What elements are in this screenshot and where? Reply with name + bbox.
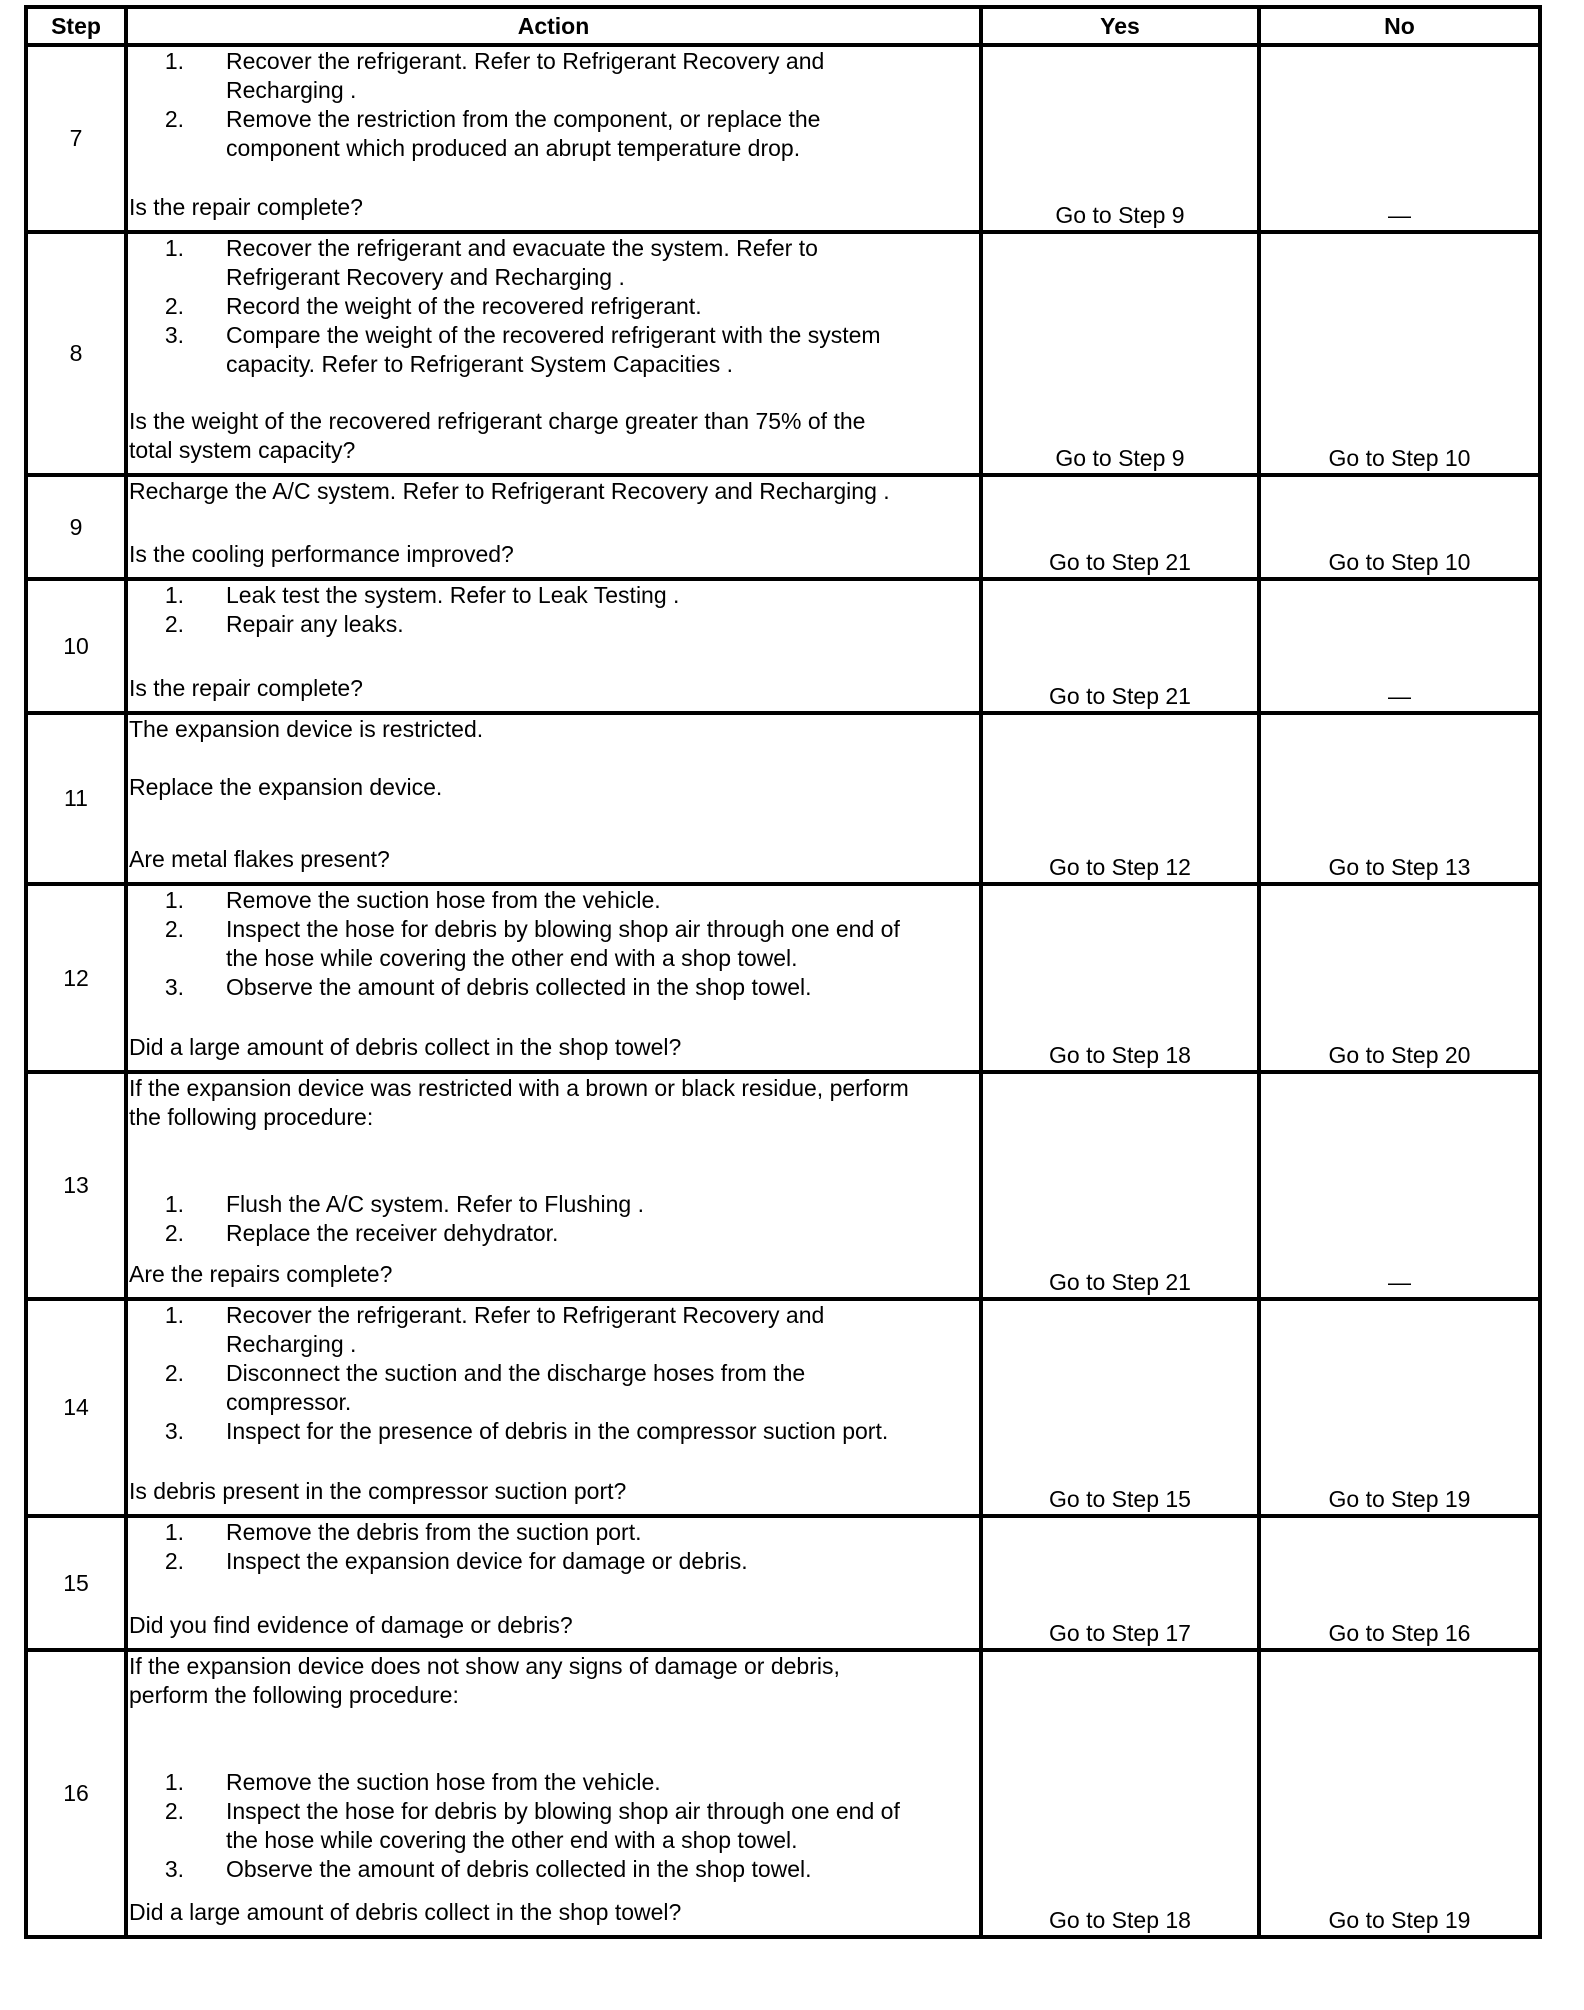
list-item-text: Inspect the hose for debris by blowing shop air through one end of the hose while covering the other end with a shop towel. [226, 1798, 900, 1853]
procedure-list [128, 234, 979, 379]
action-cell [126, 1516, 981, 1650]
list-item [128, 234, 979, 292]
list-item-text: Remove the debris from the suction port. [226, 1519, 642, 1545]
list-item-number: 1. [164, 887, 184, 913]
no-result: Go to Step 19 [1259, 1650, 1540, 1937]
table-row [26, 1072, 1540, 1299]
header-yes: Yes [981, 7, 1259, 45]
question-text: Is debris present in the compressor suction port? [129, 1478, 627, 1504]
yes-result: Go to Step 9 [981, 45, 1259, 232]
list-item [128, 1301, 979, 1359]
action-cell [126, 713, 981, 884]
list-item [128, 1359, 979, 1417]
list-item-text: Leak test the system. Refer to Leak Testing . [226, 582, 680, 608]
table-row [26, 1516, 1540, 1650]
list-item [128, 1768, 979, 1797]
action-paragraph: The expansion device is restricted. [129, 716, 484, 742]
list-item-text: Repair any leaks. [226, 611, 404, 637]
yes-result: Go to Step 17 [981, 1516, 1259, 1650]
list-item-text: Inspect for the presence of debris in the compressor suction port. [226, 1418, 889, 1444]
action-cell [126, 579, 981, 713]
list-item [128, 1219, 979, 1248]
list-item-text: Observe the amount of debris collected in the shop towel. [226, 1856, 812, 1882]
list-item [128, 1190, 979, 1219]
no-result: — [1259, 1072, 1540, 1299]
question-text: Are metal flakes present? [129, 846, 390, 872]
procedure-list [128, 581, 979, 639]
list-item-number: 3. [164, 1856, 184, 1882]
action-cell [126, 1072, 981, 1299]
procedure-list [128, 1518, 979, 1576]
no-result: Go to Step 19 [1259, 1299, 1540, 1516]
list-item-number: 1. [164, 582, 184, 608]
question-text: Did you find evidence of damage or debris? [129, 1612, 573, 1638]
table-row [26, 1650, 1540, 1937]
no-result: — [1259, 579, 1540, 713]
procedure-list [128, 1190, 979, 1248]
diagnostic-table [24, 5, 1542, 1939]
list-item [128, 321, 979, 379]
step-number: 12 [26, 884, 126, 1072]
header-no: No [1259, 7, 1540, 45]
table-row [26, 884, 1540, 1072]
action-paragraph: If the expansion device does not show any signs of damage or debris, perform the following procedure: [129, 1653, 840, 1708]
no-result: Go to Step 10 [1259, 232, 1540, 475]
list-item-text: Replace the receiver dehydrator. [226, 1220, 559, 1246]
list-item-number: 1. [164, 1519, 184, 1545]
header-step: Step [26, 7, 126, 45]
yes-result: Go to Step 21 [981, 579, 1259, 713]
action-paragraph: Replace the expansion device. [129, 774, 443, 800]
action-cell [126, 475, 981, 579]
list-item-text: Flush the A/C system. Refer to Flushing . [226, 1191, 644, 1217]
action-cell [126, 1299, 981, 1516]
list-item-number: 1. [164, 235, 184, 261]
yes-result: Go to Step 15 [981, 1299, 1259, 1516]
list-item-text: Inspect the hose for debris by blowing shop air through one end of the hose while covering the other end with a shop towel. [226, 916, 900, 971]
yes-result: Go to Step 18 [981, 884, 1259, 1072]
list-item-text: Observe the amount of debris collected in the shop towel. [226, 974, 812, 1000]
list-item-text: Compare the weight of the recovered refrigerant with the system capacity. Refer to Refrigerant System Capacities . [226, 322, 881, 377]
yes-result: Go to Step 21 [981, 475, 1259, 579]
table-row [26, 579, 1540, 713]
step-number: 14 [26, 1299, 126, 1516]
list-item [128, 292, 979, 321]
no-result: — [1259, 45, 1540, 232]
no-result: Go to Step 13 [1259, 713, 1540, 884]
procedure-list [128, 47, 979, 163]
table-row [26, 45, 1540, 232]
question-text: Is the cooling performance improved? [129, 541, 514, 567]
question-text: Did a large amount of debris collect in the shop towel? [129, 1034, 682, 1060]
list-item-text: Recover the refrigerant. Refer to Refrigerant Recovery and Recharging . [226, 1302, 825, 1357]
procedure-list [128, 886, 979, 1002]
table-row [26, 475, 1540, 579]
step-number: 16 [26, 1650, 126, 1937]
no-result: Go to Step 16 [1259, 1516, 1540, 1650]
list-item [128, 1518, 979, 1547]
list-item-number: 2. [164, 1220, 184, 1246]
list-item-number: 2. [164, 611, 184, 637]
list-item [128, 1797, 979, 1855]
list-item-number: 2. [164, 106, 184, 132]
header-action: Action [126, 7, 981, 45]
list-item-text: Recover the refrigerant and evacuate the system. Refer to Refrigerant Recovery and Recharging . [226, 235, 818, 290]
list-item [128, 1855, 979, 1884]
list-item-text: Recover the refrigerant. Refer to Refrigerant Recovery and Recharging . [226, 48, 825, 103]
question-text: Is the repair complete? [129, 194, 363, 220]
question-text: Did a large amount of debris collect in the shop towel? [129, 1899, 682, 1925]
header-row [26, 7, 1540, 45]
list-item [128, 973, 979, 1002]
list-item-number: 2. [164, 1360, 184, 1386]
list-item-number: 3. [164, 322, 184, 348]
action-cell [126, 884, 981, 1072]
step-number: 9 [26, 475, 126, 579]
list-item [128, 1417, 979, 1446]
step-number: 10 [26, 579, 126, 713]
list-item-number: 3. [164, 974, 184, 1000]
action-paragraph: Recharge the A/C system. Refer to Refrigerant Recovery and Recharging . [129, 478, 890, 504]
list-item [128, 915, 979, 973]
list-item-number: 1. [164, 1769, 184, 1795]
table-row [26, 1299, 1540, 1516]
table-row [26, 232, 1540, 475]
table-row [26, 713, 1540, 884]
list-item-number: 2. [164, 1548, 184, 1574]
no-result: Go to Step 10 [1259, 475, 1540, 579]
yes-result: Go to Step 21 [981, 1072, 1259, 1299]
procedure-list [128, 1301, 979, 1446]
list-item [128, 886, 979, 915]
action-cell [126, 1650, 981, 1937]
list-item [128, 47, 979, 105]
step-number: 8 [26, 232, 126, 475]
action-paragraph: If the expansion device was restricted with a brown or black residue, perform the following procedure: [129, 1075, 909, 1130]
action-cell [126, 45, 981, 232]
list-item-text: Remove the suction hose from the vehicle. [226, 887, 661, 913]
step-number: 13 [26, 1072, 126, 1299]
step-number: 11 [26, 713, 126, 884]
list-item-number: 3. [164, 1418, 184, 1444]
no-result: Go to Step 20 [1259, 884, 1540, 1072]
question-text: Is the repair complete? [129, 675, 363, 701]
list-item-text: Remove the suction hose from the vehicle. [226, 1769, 661, 1795]
step-number: 7 [26, 45, 126, 232]
list-item-number: 1. [164, 48, 184, 74]
list-item-text: Disconnect the suction and the discharge hoses from the compressor. [226, 1360, 806, 1415]
list-item-number: 2. [164, 293, 184, 319]
list-item-text: Inspect the expansion device for damage or debris. [226, 1548, 748, 1574]
list-item-number: 2. [164, 1798, 184, 1824]
list-item-number: 1. [164, 1302, 184, 1328]
question-text: Is the weight of the recovered refrigerant charge greater than 75% of the total system capacity? [129, 408, 866, 463]
yes-result: Go to Step 12 [981, 713, 1259, 884]
list-item-number: 1. [164, 1191, 184, 1217]
question-text: Are the repairs complete? [129, 1261, 393, 1287]
list-item [128, 610, 979, 639]
step-number: 15 [26, 1516, 126, 1650]
list-item-text: Record the weight of the recovered refrigerant. [226, 293, 702, 319]
list-item-text: Remove the restriction from the component, or replace the component which produced an abrupt temperature drop. [226, 106, 821, 161]
list-item-number: 2. [164, 916, 184, 942]
list-item [128, 581, 979, 610]
yes-result: Go to Step 9 [981, 232, 1259, 475]
action-cell [126, 232, 981, 475]
list-item [128, 105, 979, 163]
list-item [128, 1547, 979, 1576]
yes-result: Go to Step 18 [981, 1650, 1259, 1937]
procedure-list [128, 1768, 979, 1884]
